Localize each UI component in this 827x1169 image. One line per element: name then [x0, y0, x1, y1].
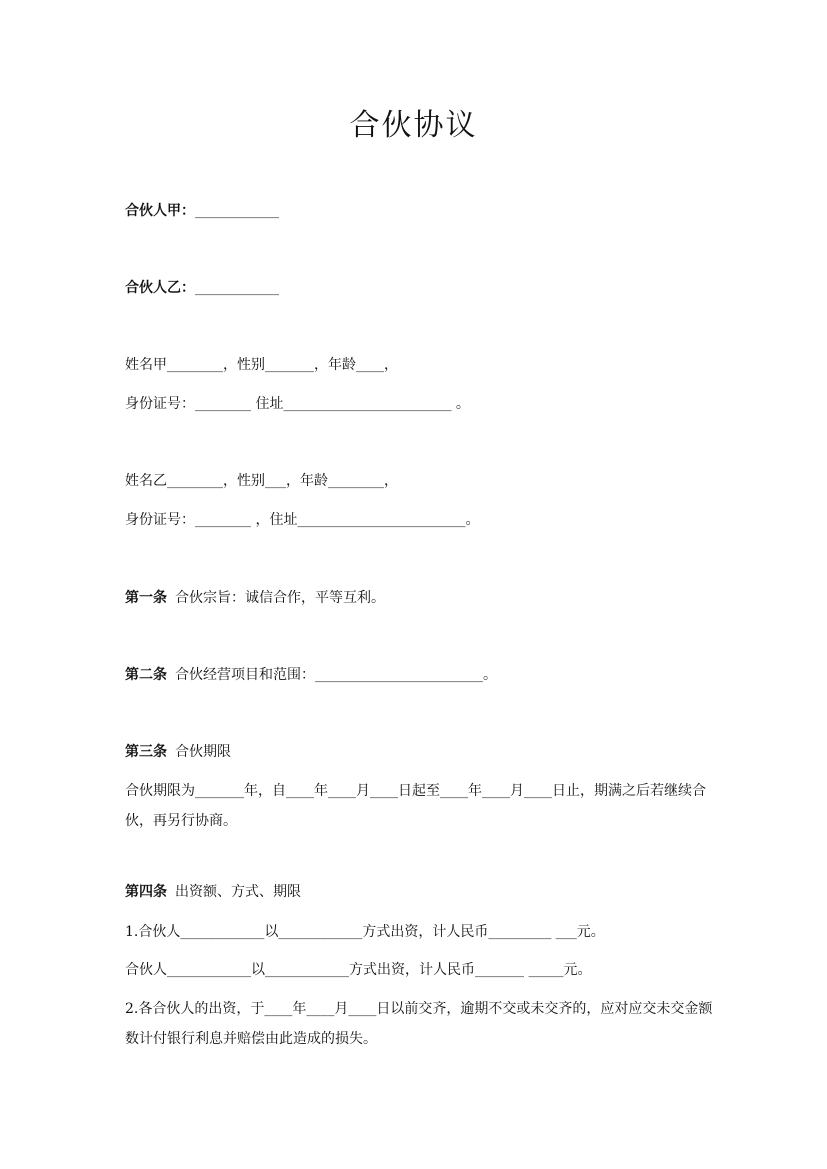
contribution-1: 1.合伙人____________以____________方式出资，计人民币_________ ___元。: [125, 924, 605, 940]
article-2-heading: 第二条: [125, 667, 167, 683]
article-3-text: 合伙期限: [175, 744, 231, 760]
partner-a-blank: ____________: [195, 203, 279, 219]
term-paragraph: 合伙期限为_______年，自____年____月____日起至____年____月____日止，期满之后若继续合伙，再另行协商。: [125, 783, 706, 829]
person-a-id: 身份证号：________ 住址________________________ 。: [125, 396, 470, 412]
article-1: [125, 583, 715, 613]
partner-b-label: 合伙人乙：: [125, 280, 195, 296]
document-title: 合伙协议: [349, 108, 478, 143]
article-3-heading: 第三条: [125, 744, 167, 760]
contribution-2: 2.各合伙人的出资，于____年____月____日以前交齐，逾期不交或未交齐的，应对应交未交金额数计付银行利息并赔偿由此造成的损失。: [125, 1001, 713, 1047]
article-2-text: 合伙经营项目和范围：________________________。: [175, 667, 497, 683]
person-b-id: 身份证号：________ ，住址________________________。: [125, 512, 480, 528]
contribution-1b: 合伙人____________以____________方式出资，计人民币_______ _____元。: [125, 962, 592, 978]
person-a-info: 姓名甲________，性别_______，年龄____，: [125, 357, 398, 373]
partner-b-line: [125, 273, 715, 303]
partner-a-line: [125, 196, 715, 226]
person-b-info: 姓名乙________，性别___，年龄________，: [125, 473, 398, 489]
article-4-heading: 第四条: [125, 884, 167, 900]
article-4-text: 出资额、方式、期限: [175, 884, 301, 900]
partner-b-blank: ____________: [195, 280, 279, 296]
partner-a-label: 合伙人甲：: [125, 203, 195, 219]
article-4: [125, 877, 715, 907]
article-3: [125, 737, 715, 767]
article-1-text: 合伙宗旨：诚信合作，平等互利。: [175, 590, 385, 606]
article-2: [125, 660, 715, 690]
article-1-heading: 第一条: [125, 590, 167, 606]
